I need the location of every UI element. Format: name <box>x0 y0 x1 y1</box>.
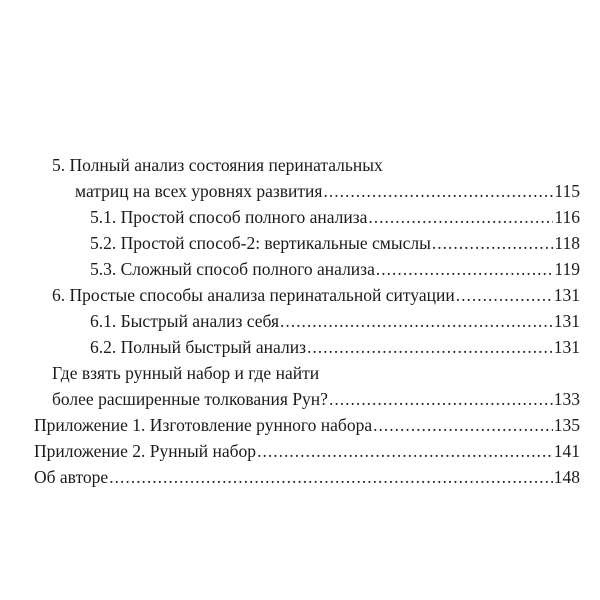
toc-page-number: 148 <box>553 467 580 487</box>
toc-page-number: 118 <box>554 233 580 253</box>
toc-entry-5-line2 <box>75 178 580 204</box>
toc-entry-appendix-2 <box>34 438 580 464</box>
toc-page-number: 115 <box>554 181 580 201</box>
toc-entry-about-author <box>34 464 580 490</box>
toc-entry-title: 6.1. Быстрый анализ себя <box>90 311 280 331</box>
toc-page-number: 141 <box>553 441 580 461</box>
toc-entry-title: Где взять рунный набор и где найти <box>52 363 320 383</box>
toc-leader-dots <box>280 308 553 334</box>
toc-entry-6-1 <box>90 308 580 334</box>
toc-entry-6-2 <box>90 334 580 360</box>
toc-entry-5-2 <box>90 230 580 256</box>
toc-entry-title: Приложение 1. Изготовление рунного набора <box>34 415 373 435</box>
toc-page-number: 131 <box>553 337 580 357</box>
toc-page-number: 131 <box>553 311 580 331</box>
toc-entry-runes-line1 <box>52 360 319 386</box>
toc-leader-dots <box>368 204 553 230</box>
toc-page-number: 116 <box>554 207 580 227</box>
toc-leader-dots <box>373 412 553 438</box>
toc-leader-dots <box>456 282 553 308</box>
toc-entry-title: Приложение 2. Рунный набор <box>34 441 257 461</box>
toc-entry-appendix-1 <box>34 412 580 438</box>
toc-entry-5-line1 <box>52 152 383 178</box>
toc-entry-title: Об авторе <box>34 467 109 487</box>
toc-entry-title: матриц на всех уровнях развития <box>75 181 323 201</box>
toc-page-number: 133 <box>553 389 580 409</box>
toc-page-number: 131 <box>553 285 580 305</box>
toc-entry-title: 5.2. Простой способ-2: вертикальные смыслы <box>90 233 431 253</box>
toc-entry-title: 6. Простые способы анализа перинатальной ситуации <box>52 285 455 305</box>
toc-entry-5-3 <box>90 256 580 282</box>
toc-entry-title: 5. Полный анализ состояния перинатальных <box>52 155 383 175</box>
toc-leader-dots <box>432 230 554 256</box>
toc-entry-title: более расширенные толкования Рун? <box>52 389 328 409</box>
toc-leader-dots <box>329 386 553 412</box>
toc-entry-title: 5.3. Сложный способ полного анализа <box>90 259 375 279</box>
toc-leader-dots <box>307 334 553 360</box>
toc-entry-runes-line2 <box>52 386 580 412</box>
toc-page-number: 135 <box>553 415 580 435</box>
toc-entry-5-1 <box>90 204 580 230</box>
toc-leader-dots <box>323 178 553 204</box>
toc-entry-title: 6.2. Полный быстрый анализ <box>90 337 306 357</box>
toc-entry-6 <box>52 282 580 308</box>
toc-leader-dots <box>376 256 554 282</box>
toc-entry-title: 5.1. Простой способ полного анализа <box>90 207 368 227</box>
toc-leader-dots <box>257 438 553 464</box>
toc-page-number: 119 <box>554 259 580 279</box>
toc-leader-dots <box>109 464 553 490</box>
